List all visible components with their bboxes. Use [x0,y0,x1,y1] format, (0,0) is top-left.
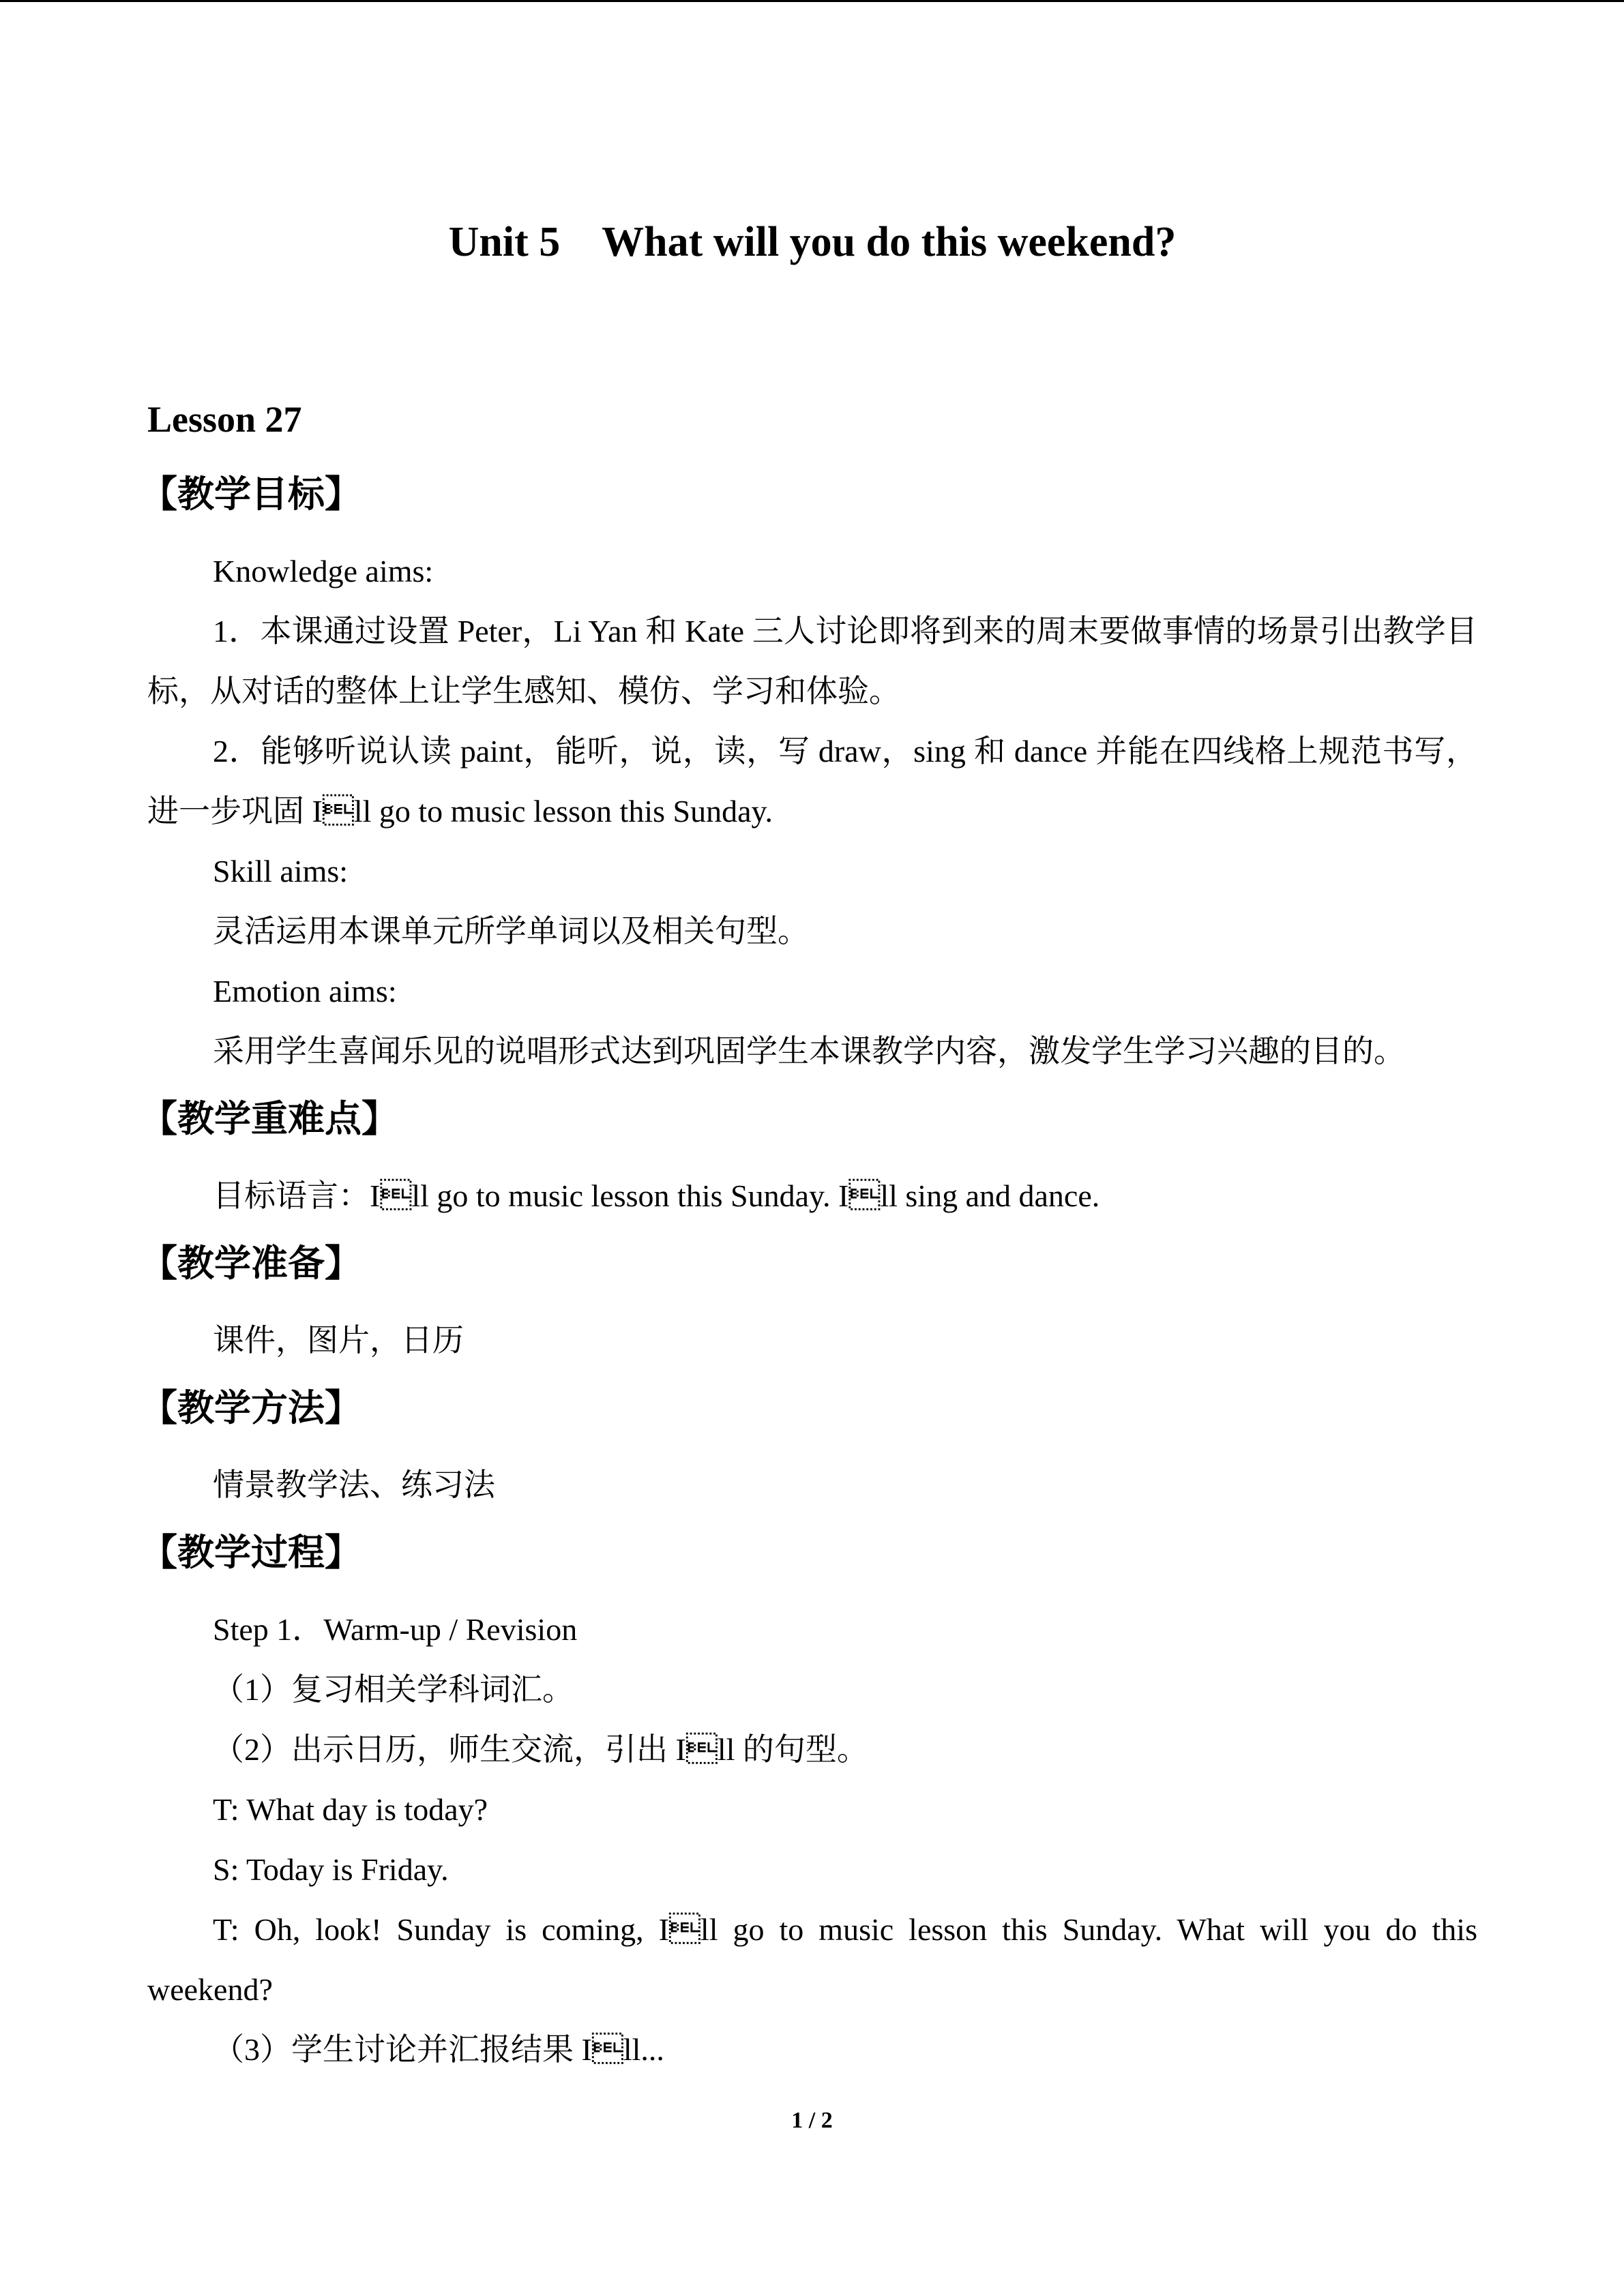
dialog-line-3: T: Oh, look! Sunday is coming, Ill go to music lesson this Sunday. What will you do this weekend? [147,1912,1477,2007]
heading-methods: 【教学方法】 [141,1386,361,1429]
heading-process: 【教学过程】 [141,1531,361,1574]
process-item-2: （2）出示日历，师生交流，引出 Ill 的句型。 [213,1732,868,1767]
knowledge-aim-2: 2．能够听说认读 paint，能听，说，读，写 draw，sing 和 dance 并能在四线格上规范书写，进一步巩固 Ill go to music lesson this Sunday. [147,734,1477,829]
top-border-line [0,0,1624,2]
dialog-line-2: S: Today is Friday. [213,1852,449,1887]
dialog-line-1: T: What day is today? [213,1792,488,1827]
lesson-number: Lesson 27 [147,399,302,440]
document-title: Unit 5 What will you do this weekend? [448,219,1177,265]
process-step-1: Step 1．Warm-up / Revision [213,1612,578,1647]
heading-key-points: 【教学重难点】 [141,1097,398,1140]
knowledge-aims-label: Knowledge aims: [213,554,434,588]
emotion-aims-label: Emotion aims: [213,974,397,1009]
heading-preparation: 【教学准备】 [141,1242,361,1285]
skill-aims-label: Skill aims: [213,854,349,889]
key-points-text: 目标语言：Ill go to music lesson this Sunday. Ill sing and dance. [213,1178,1100,1213]
knowledge-aim-1: 1．本课通过设置 Peter，Li Yan 和 Kate 三人讨论即将到来的周末要做事情的场景引出教学目标，从对话的整体上让学生感知、模仿、学习和体验。 [147,614,1477,709]
process-item-1: （1）复习相关学科词汇。 [213,1672,574,1707]
emotion-aims-text: 采用学生喜闻乐见的说唱形式达到巩固学生本课教学内容，激发学生学习兴趣的目的。 [213,1034,1405,1069]
preparation-text: 课件，图片，日历 [213,1323,464,1358]
document-page [141,205,1477,2080]
methods-text: 情景教学法、练习法 [213,1467,495,1502]
process-item-3: （3）学生讨论并汇报结果 Ill... [213,2032,664,2067]
heading-objectives: 【教学目标】 [141,473,361,516]
page-number: 1 / 2 [791,2108,833,2133]
skill-aims-text: 灵活运用本课单元所学单词以及相关句型。 [213,914,809,949]
